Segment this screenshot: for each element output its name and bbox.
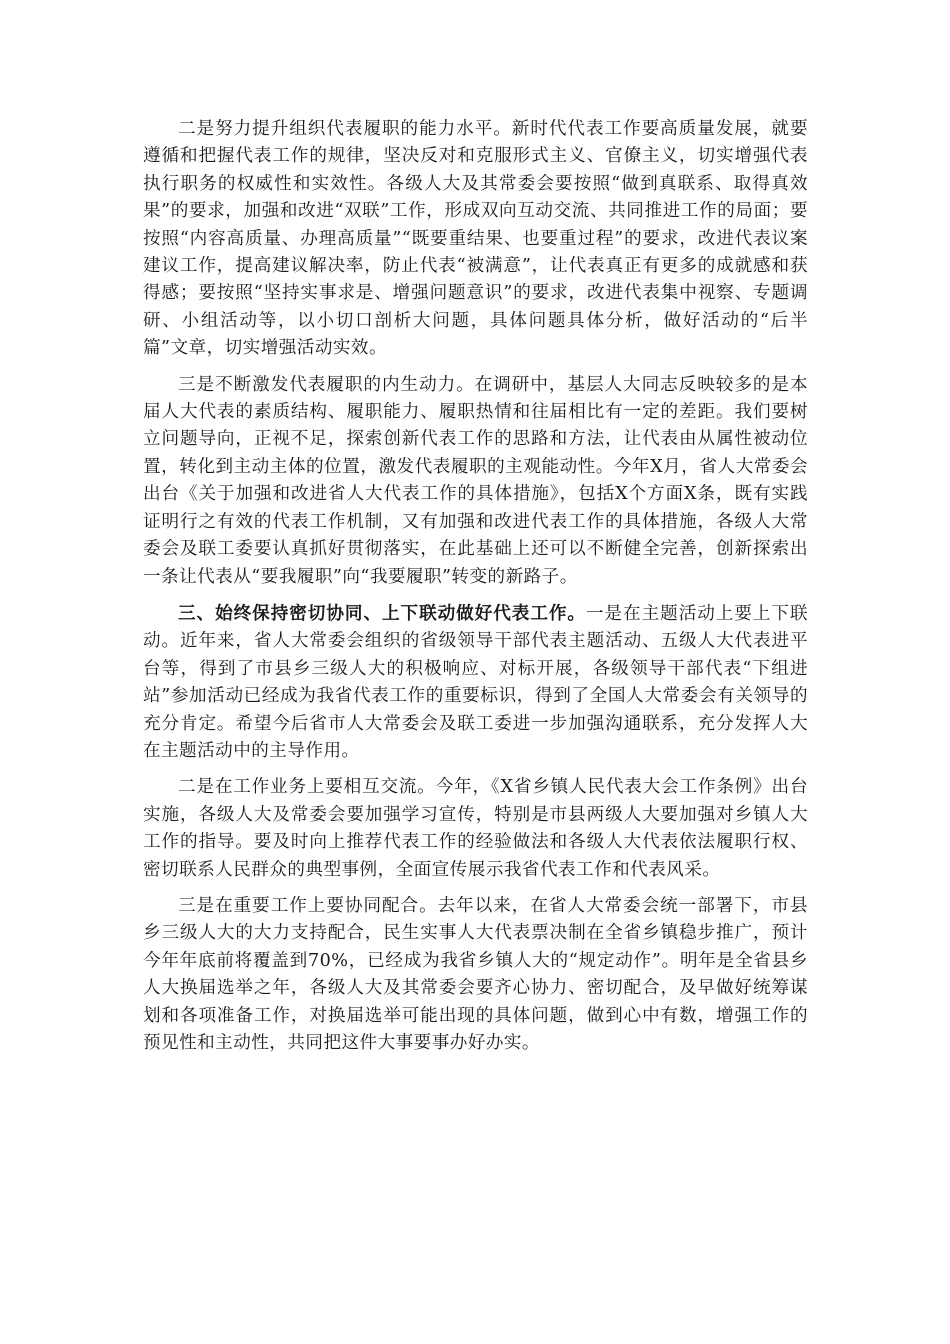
paragraph-4 bbox=[143, 774, 808, 884]
paragraph-1 bbox=[143, 116, 808, 363]
paragraph-3 bbox=[143, 600, 808, 765]
paragraph-text: 一是在主题活动上要上下联动。近年来，省人大常委会组织的省级领导干部代表主题活动、五级人大代表进平台等，得到了市县乡三级人大的积极响应、对标开展，各级领导干部代表“下组进站”参加活动已经成为我省代表工作的重要标识，得到了全国人大常委会有关领导的充分肯定。希望今后省市人大常委会及联工委进一步加强沟通联系，充分发挥人大在主题活动中的主导作用。 bbox=[143, 603, 808, 761]
paragraph-text: 二是在工作业务上要相互交流。今年，《X省乡镇人民代表大会工作条例》出台实施，各级人大及常委会要加强学习宣传，特别是市县两级人大要加强对乡镇人大工作的指导。要及时向上推荐代表工作的经验做法和各级人大代表依法履职行权、密切联系人民群众的典型事例，全面宣传展示我省代表工作和代表风采。 bbox=[143, 777, 808, 880]
section-heading: 三、始终保持密切协同、上下联动做好代表工作。 bbox=[178, 602, 586, 624]
paragraph-text: 二是努力提升组织代表履职的能力水平。新时代代表工作要高质量发展，就要遵循和把握代表工作的规律，坚决反对和克服形式主义、官僚主义，切实增强代表执行职务的权威性和实效性。各级人大及其常委会要按照“做到真联系、取得真效果”的要求，加强和改进“双联”工作，形成双向互动交流、共同推进工作的局面；要按照“内容高质量、办理高质量”“既要重结果、也要重过程”的要求，改进代表议案建议工作，提高建议解决率，防止代表“被满意”，让代表真正有更多的成就感和获得感；要按照“坚持实事求是、增强问题意识”的要求，改进代表集中视察、专题调研、小组活动等，以小切口剖析大问题，具体问题具体分析，做好活动的“后半篇”文章，切实增强活动实效。 bbox=[143, 119, 808, 359]
document-page bbox=[143, 116, 808, 1066]
paragraph-text: 三是在重要工作上要协同配合。去年以来，在省人大常委会统一部署下，市县乡三级人大的大力支持配合，民生实事人大代表票决制在全省乡镇稳步推广，预计今年年底前将覆盖到70%，已经成为我省乡镇人大的“规定动作”。明年是全省县乡人大换届选举之年，各级人大及其常委会要齐心协力、密切配合，及早做好统筹谋划和各项准备工作，对换届选举可能出现的具体问题，做到心中有数，增强工作的预见性和主动性，共同把这件大事要事办好办实。 bbox=[143, 895, 808, 1053]
paragraph-5 bbox=[143, 893, 808, 1057]
paragraph-2 bbox=[143, 372, 808, 591]
paragraph-text: 三是不断激发代表履职的内生动力。在调研中，基层人大同志反映较多的是本届人大代表的素质结构、履职能力、履职热情和往届相比有一定的差距。我们要树立问题导向，正视不足，探索创新代表工作的思路和方法，让代表由从属性被动位置，转化到主动主体的位置，激发代表履职的主观能动性。今年X月，省人大常委会出台《关于加强和改进省人大代表工作的具体措施》，包括X个方面X条，既有实践证明行之有效的代表工作机制，又有加强和改进代表工作的具体措施，各级人大常委会及联工委要认真抓好贯彻落实，在此基础上还可以不断健全完善，创新探索出一条让代表从“要我履职”向“我要履职”转变的新路子。 bbox=[143, 374, 808, 587]
